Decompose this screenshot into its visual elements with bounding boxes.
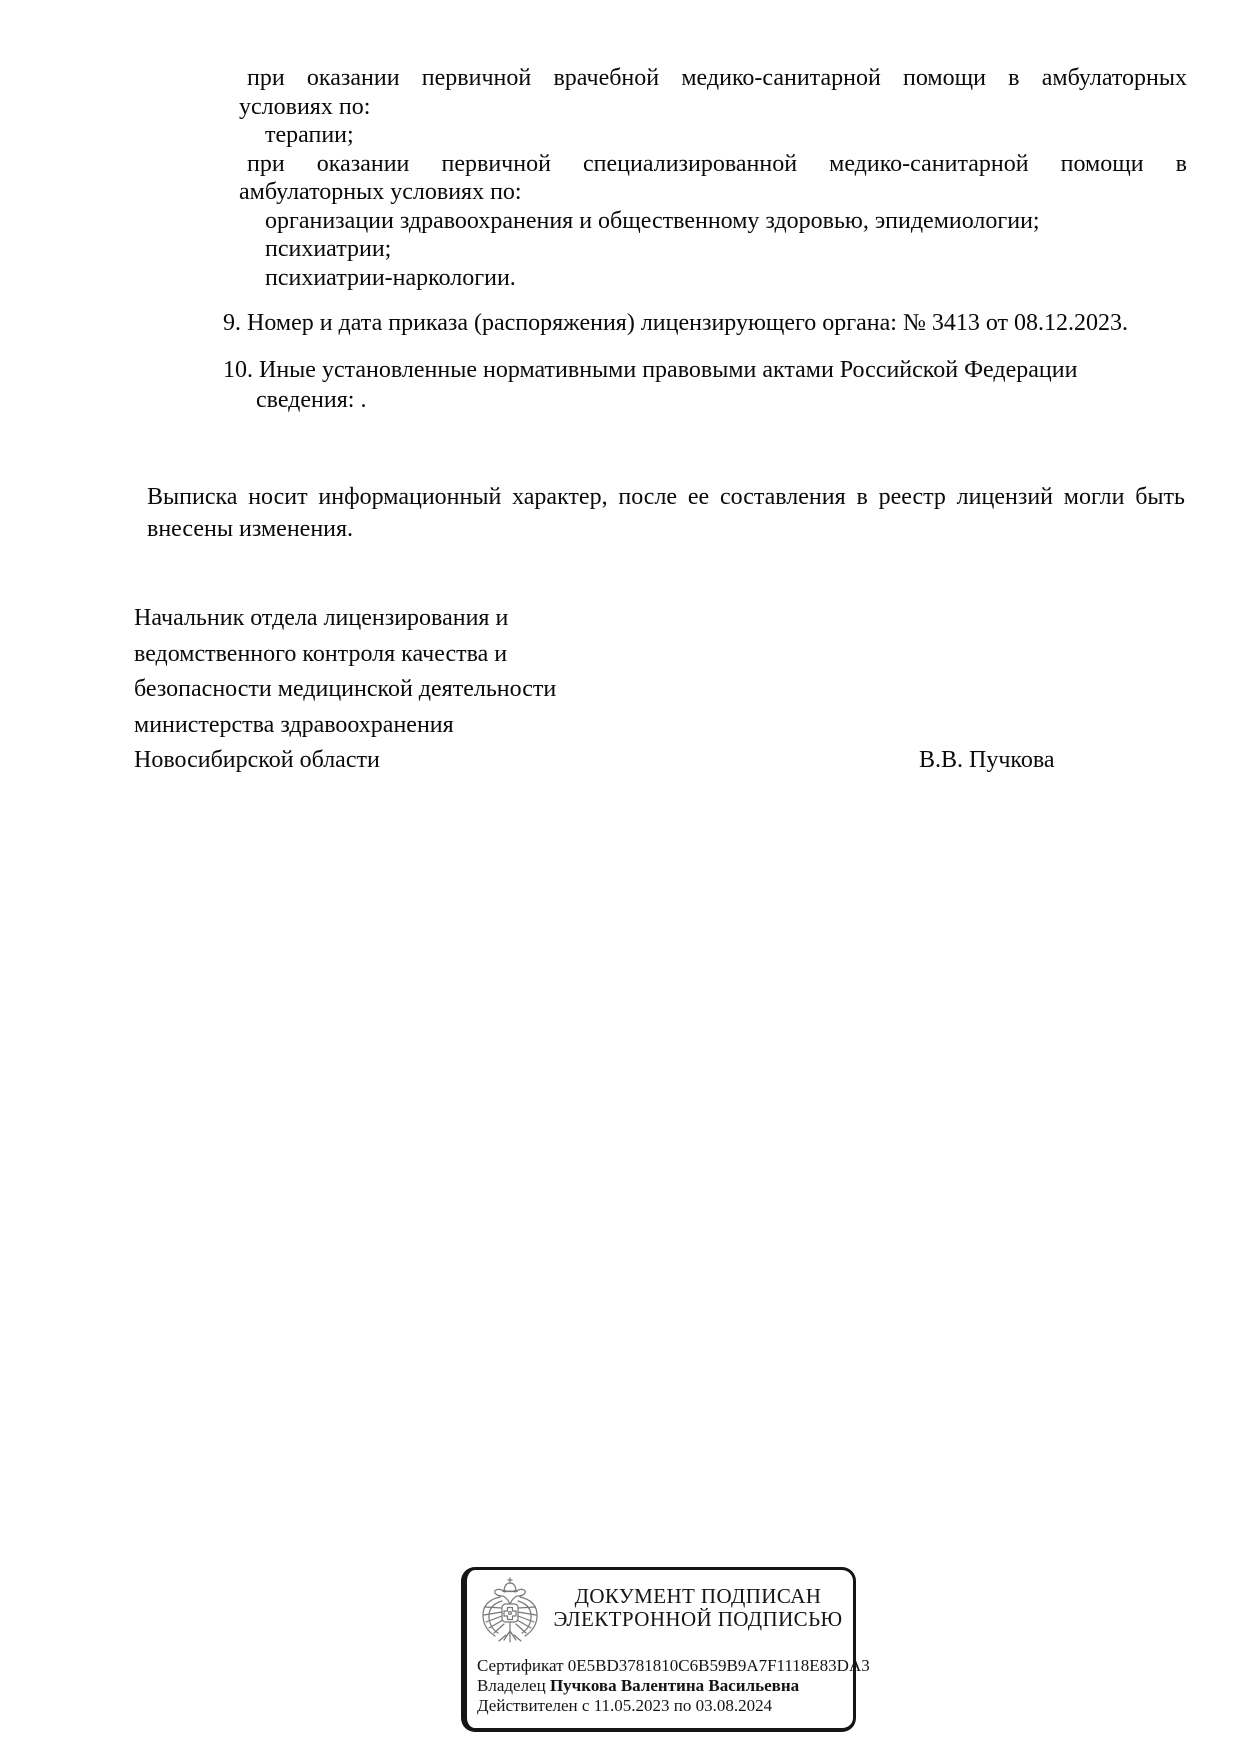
validity-line: Действителен с 11.05.2023 по 03.08.2024 xyxy=(477,1696,773,1715)
stamp-title xyxy=(547,1585,849,1630)
license-line: условиях по: xyxy=(239,93,371,120)
certificate-label: Сертификат xyxy=(477,1656,564,1675)
item-9-text: 9. Номер и дата приказа (распоряжения) лицензирующего органа: № 3413 от 08.12.2023. xyxy=(223,310,1129,336)
stamp-title-line-1: ДОКУМЕНТ ПОДПИСАН xyxy=(574,1584,822,1608)
signature-line: ведомственного контроля качества и xyxy=(134,640,508,667)
owner-name: Пучкова Валентина Васильевна xyxy=(549,1676,800,1695)
roszdravnadzor-emblem-icon xyxy=(478,1577,542,1651)
stamp-title-line-2: ЭЛЕКТРОННОЙ ПОДПИСЬЮ xyxy=(553,1606,843,1631)
note-line: Выписка носит информационный характер, после ее составления в реестр лицензий могли быть xyxy=(147,484,1185,510)
signature-line: Новосибирской области xyxy=(134,747,380,773)
certificate-value: 0E5BD3781810C6B59B9A7F1118E83DA3 xyxy=(567,1656,870,1675)
signature-line: министерства здравоохранения xyxy=(134,711,454,738)
license-line: терапии; xyxy=(265,122,354,148)
signature-title-block xyxy=(134,601,834,779)
license-line: организации здравоохранения и общественному здоровью, эпидемиологии; xyxy=(265,207,1040,234)
item-10-text: 10. Иные установленные нормативными правовыми актами Российской Федерации сведения: . xyxy=(223,357,1078,413)
license-line: психиатрии-наркологии. xyxy=(265,264,516,291)
note-text xyxy=(147,481,1185,545)
license-line: психиатрии; xyxy=(265,236,392,262)
owner-line xyxy=(477,1676,799,1696)
license-line: при оказании первичной специализированной медико-санитарной помощи в xyxy=(247,150,1187,177)
signature-line: безопасности медицинской деятельности xyxy=(134,676,557,702)
signature-line: Начальник отдела лицензирования и xyxy=(134,605,509,631)
signer-name: В.В. Пучкова xyxy=(919,747,1055,773)
license-activities-block xyxy=(239,64,1187,292)
note-line: внесены изменения. xyxy=(147,516,354,542)
certificate-line xyxy=(477,1656,870,1676)
license-line: амбулаторных условиях по: xyxy=(239,179,522,205)
license-line: при оказании первичной врачебной медико-санитарной помощи в амбулаторных xyxy=(247,65,1187,91)
owner-label: Владелец xyxy=(477,1676,546,1695)
esign-stamp xyxy=(461,1567,870,1732)
